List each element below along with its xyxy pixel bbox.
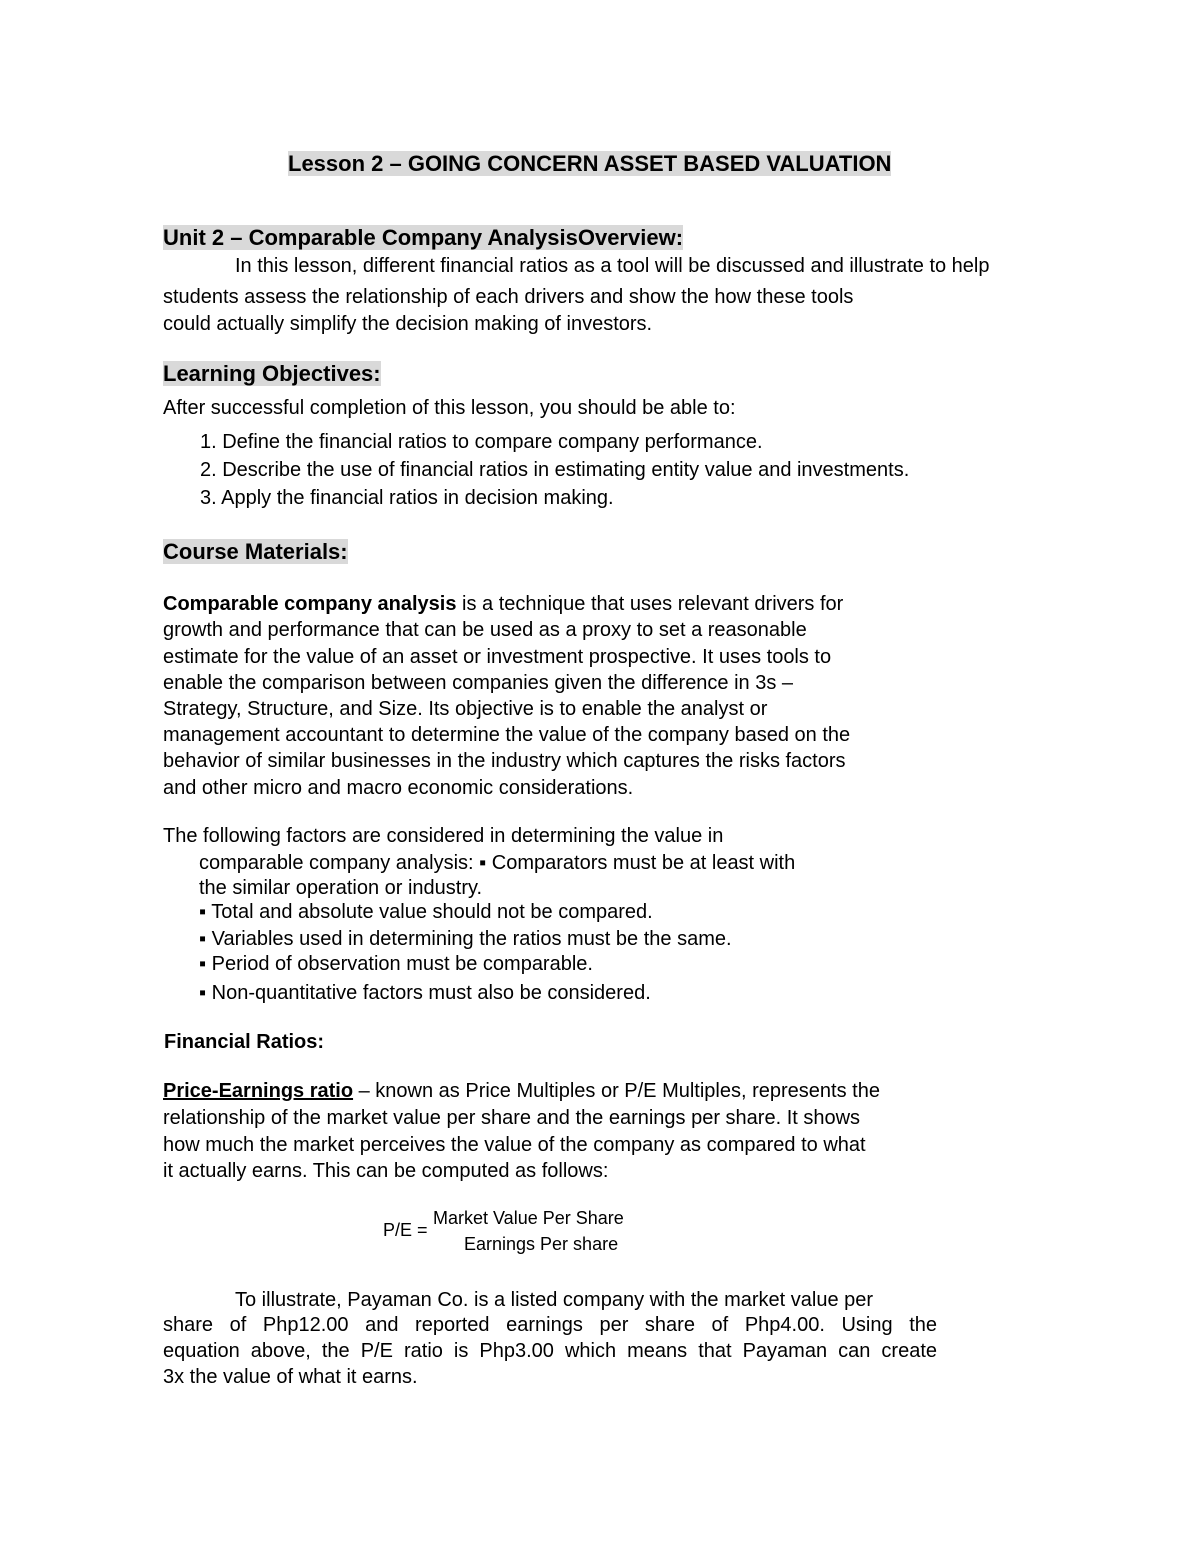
objective-item-2: 2. Describe the use of financial ratios in estimating entity value and investments. (200, 459, 910, 481)
overview-line-3: could actually simplify the decision making of investors. (163, 313, 653, 335)
objectives-intro: After successful completion of this lesson, you should be able to: (163, 397, 736, 419)
cca-line-1 (163, 592, 843, 616)
overview-line-1: In this lesson, different financial ratios as a tool will be discussed and illustrate to help (235, 255, 990, 277)
factors-bullet-1: ▪ Total and absolute value should not be compared. (199, 901, 653, 923)
pe-line-2: relationship of the market value per share and the earnings per share. It shows (163, 1107, 861, 1129)
ratios-heading: Financial Ratios: (164, 1031, 325, 1053)
cca-line-3: estimate for the value of an asset or investment prospective. It uses tools to (163, 646, 832, 668)
cca-line-2: growth and performance that can be used as a proxy to set a reasonable (163, 619, 807, 641)
overview-line-2: students assess the relationship of each drivers and show the how these tools (163, 286, 854, 308)
formula-numerator: Market Value Per Share (433, 1208, 624, 1228)
objectives-heading-text: Learning Objectives: (163, 361, 381, 386)
cca-line-5: Strategy, Structure, and Size. Its objective is to enable the analyst or (163, 698, 768, 720)
cca-line-6: management accountant to determine the value of the company based on the (163, 724, 851, 746)
illustration-line-4: 3x the value of what it earns. (163, 1366, 418, 1388)
pe-line-1-text: – known as Price Multiples or P/E Multiples, represents the (353, 1080, 880, 1102)
pe-line-3: how much the market perceives the value of the company as compared to what (163, 1134, 866, 1156)
page-title (288, 152, 891, 176)
cca-line-4: enable the comparison between companies given the difference in 3s – (163, 672, 794, 694)
illustration-line-1: To illustrate, Payaman Co. is a listed company with the market value per (235, 1289, 874, 1311)
page-title-text: Lesson 2 – GOING CONCERN ASSET BASED VALUATION (288, 151, 892, 176)
factors-line-1: comparable company analysis: ▪ Comparators must be at least with (199, 852, 796, 874)
factors-intro: The following factors are considered in determining the value in (163, 825, 724, 847)
objective-item-1: 1. Define the financial ratios to compare company performance. (200, 431, 763, 453)
objective-item-3: 3. Apply the financial ratios in decision making. (200, 487, 614, 509)
formula-denominator: Earnings Per share (464, 1234, 619, 1254)
illustration-line-3: equation above, the P/E ratio is Php3.00 which means that Payaman can create (163, 1340, 937, 1362)
factors-bullet-2: ▪ Variables used in determining the ratios must be the same. (199, 928, 732, 950)
pe-line-1 (163, 1079, 880, 1103)
factors-line-2: the similar operation or industry. (199, 877, 483, 899)
factors-bullet-4: ▪ Non-quantitative factors must also be considered. (199, 982, 651, 1004)
cca-line-8: and other micro and macro economic considerations. (163, 777, 634, 799)
materials-heading (163, 540, 348, 564)
illustration-line-2: share of Php12.00 and reported earnings per share of Php4.00. Using the (163, 1314, 937, 1336)
pe-term: Price-Earnings ratio (163, 1080, 354, 1102)
cca-line-7: behavior of similar businesses in the industry which captures the risks factors (163, 750, 846, 772)
pe-line-4: it actually earns. This can be computed as follows: (163, 1160, 609, 1182)
objectives-heading (163, 362, 381, 386)
cca-line-1-text: is a technique that uses relevant drivers for (456, 593, 844, 615)
unit-heading (163, 226, 683, 250)
formula-lhs: P/E = (383, 1220, 428, 1240)
cca-term: Comparable company analysis (163, 593, 457, 615)
unit-heading-text: Unit 2 – Comparable Company AnalysisOverview: (163, 225, 684, 250)
materials-heading-text: Course Materials: (163, 539, 348, 564)
factors-bullet-3: ▪ Period of observation must be comparable. (199, 953, 593, 975)
